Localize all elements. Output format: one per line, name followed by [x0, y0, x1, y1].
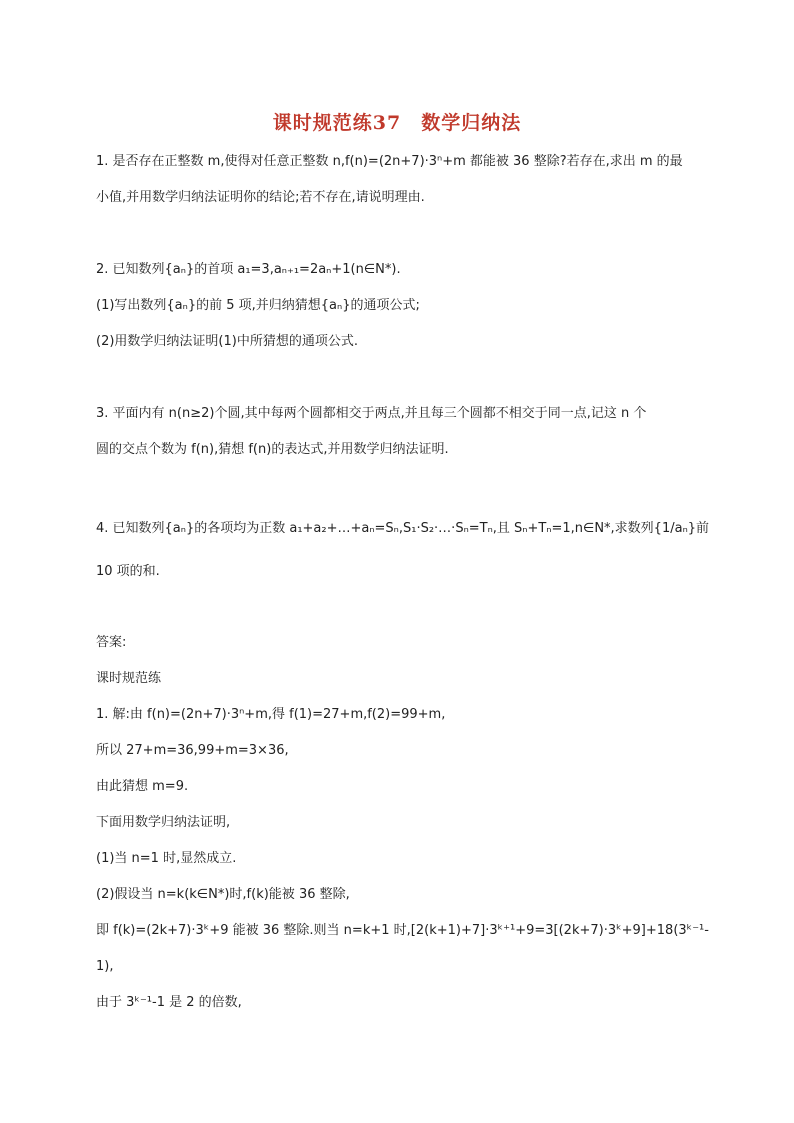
problem-4-line-1: 4. 已知数列{aₙ}的各项均为正数 a₁+a₂+…+aₙ=Sₙ,S₁·S₂·…·Sₙ=Tₙ,且 Sₙ+Tₙ=1,n∈N*,求数列{1/aₙ}前: [96, 521, 710, 536]
problem-2-line-3: (2)用数学归纳法证明(1)中所猜想的通项公式.: [96, 334, 358, 349]
answers-heading: 答案:: [96, 635, 127, 650]
answer-line-6: (2)假设当 n=k(k∈N*)时,f(k)能被 36 整除,: [96, 887, 350, 902]
answers-subheading: 课时规范练: [96, 671, 162, 686]
answer-line-9: 由于 3ᵏ⁻¹-1 是 2 的倍数,: [96, 995, 242, 1010]
page-title: 课时规范练37 数学归纳法: [272, 112, 522, 134]
answer-line-4: 下面用数学归纳法证明,: [96, 815, 231, 830]
problem-3-line-2: 圆的交点个数为 f(n),猜想 f(n)的表达式,并用数学归纳法证明.: [96, 442, 449, 457]
problem-1-line-1: 1. 是否存在正整数 m,使得对任意正整数 n,f(n)=(2n+7)·3ⁿ+m 都能被 36 整除?若存在,求出 m 的最: [96, 154, 683, 169]
answer-line-3: 由此猜想 m=9.: [96, 779, 189, 794]
problem-1-line-2: 小值,并用数学归纳法证明你的结论;若不存在,请说明理由.: [96, 190, 425, 205]
problem-4-line-2: 10 项的和.: [96, 564, 160, 579]
answer-line-7: 即 f(k)=(2k+7)·3ᵏ+9 能被 36 整除.则当 n=k+1 时,[2(k+1)+7]·3ᵏ⁺¹+9=3[(2k+7)·3ᵏ+9]+18(3ᵏ⁻¹-: [96, 923, 709, 938]
problem-3-line-1: 3. 平面内有 n(n≥2)个圆,其中每两个圆都相交于两点,并且每三个圆都不相交于同一点,记这 n 个: [96, 406, 647, 421]
problem-2-line-2: (1)写出数列{aₙ}的前 5 项,并归纳猜想{aₙ}的通项公式;: [96, 298, 420, 313]
problem-2-line-1: 2. 已知数列{aₙ}的首项 a₁=3,aₙ₊₁=2aₙ+1(n∈N*).: [96, 262, 401, 277]
answer-line-5: (1)当 n=1 时,显然成立.: [96, 851, 237, 866]
answer-line-8: 1),: [96, 959, 114, 974]
answer-line-2: 所以 27+m=36,99+m=3×36,: [96, 743, 289, 758]
answer-line-1: 1. 解:由 f(n)=(2n+7)·3ⁿ+m,得 f(1)=27+m,f(2)=99+m,: [96, 707, 446, 722]
